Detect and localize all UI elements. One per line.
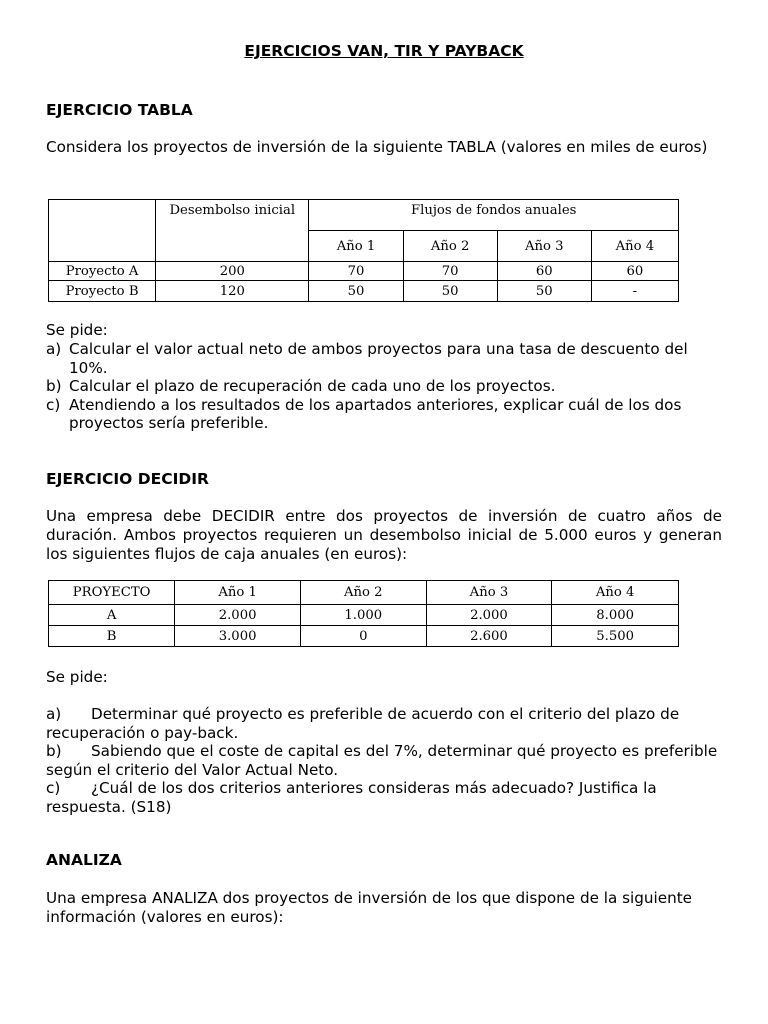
item-label: c) bbox=[46, 395, 61, 414]
item-text: ¿Cuál de los dos criterios anteriores consideras más adecuado? Justifica la respuesta. (S18) bbox=[46, 779, 657, 816]
item-text: Determinar qué proyecto es preferible de acuerdo con el criterio del plazo de recuperación o pay-back. bbox=[46, 705, 680, 742]
table-cell: 50 bbox=[403, 281, 497, 302]
table-cell: 2.000 bbox=[426, 605, 552, 626]
ex2-item-b bbox=[46, 742, 722, 779]
item-label: a) bbox=[46, 705, 62, 723]
ex2-heading: EJERCICIO DECIDIR bbox=[46, 470, 209, 488]
ex1-questions bbox=[46, 321, 722, 433]
table-cell: Proyecto A bbox=[49, 262, 156, 281]
table-cell: A bbox=[49, 605, 175, 626]
ex1-item-c bbox=[46, 396, 722, 433]
ex1-table-corner bbox=[49, 200, 156, 262]
item-text: Sabiendo que el coste de capital es del 7%, determinar qué proyecto es preferible según el criterio del Valor Actual Neto. bbox=[46, 742, 718, 779]
page-title: EJERCICIOS VAN, TIR Y PAYBACK bbox=[244, 42, 524, 60]
table-cell: 60 bbox=[591, 262, 678, 281]
ex2-item-c bbox=[46, 779, 722, 816]
table-row bbox=[49, 605, 679, 626]
table-cell: 60 bbox=[497, 262, 591, 281]
ex2-intro: Una empresa debe DECIDIR entre dos proyectos de inversión de cuatro años de duración. Ambos proyectos requieren un desembolso inicial de 5.000 euros y generan los siguientes flujos de caja anuales (en euros): bbox=[46, 507, 722, 563]
table-cell: 120 bbox=[156, 281, 309, 302]
ex1-ask: Se pide: bbox=[46, 321, 108, 339]
ex1-heading: EJERCICIO TABLA bbox=[46, 101, 193, 119]
table-cell: 1.000 bbox=[300, 605, 426, 626]
ex2-item-a bbox=[46, 705, 722, 742]
table-cell: 50 bbox=[497, 281, 591, 302]
table-cell: B bbox=[49, 626, 175, 647]
item-text: Calcular el valor actual neto de ambos proyectos para una tasa de descuento del 10%. bbox=[69, 340, 688, 377]
ex1-header-year: Año 1 bbox=[309, 231, 403, 262]
ex2-questions bbox=[46, 705, 722, 816]
ex3-heading: ANALIZA bbox=[46, 851, 122, 869]
item-label: a) bbox=[46, 340, 62, 358]
table-cell: 70 bbox=[403, 262, 497, 281]
ex1-header-year: Año 4 bbox=[591, 231, 678, 262]
ex2-ask: Se pide: bbox=[46, 668, 108, 686]
table-cell: 3.000 bbox=[175, 626, 301, 647]
item-label: b) bbox=[46, 742, 62, 760]
table-cell: 70 bbox=[309, 262, 403, 281]
table-cell: 5.500 bbox=[552, 626, 679, 647]
table-row bbox=[49, 281, 679, 302]
ex1-table bbox=[48, 199, 679, 302]
table-cell: 200 bbox=[156, 262, 309, 281]
ex2-header: Año 1 bbox=[175, 581, 301, 605]
table-row bbox=[49, 626, 679, 647]
table-cell: 8.000 bbox=[552, 605, 679, 626]
item-text: Calcular el plazo de recuperación de cada uno de los proyectos. bbox=[69, 377, 556, 395]
table-cell: 0 bbox=[300, 626, 426, 647]
ex1-header-year: Año 3 bbox=[497, 231, 591, 262]
ex1-header-flujos: Flujos de fondos anuales bbox=[309, 200, 679, 231]
item-label: c) bbox=[46, 779, 61, 797]
table-row bbox=[49, 262, 679, 281]
item-label: b) bbox=[46, 377, 62, 395]
ex1-intro: Considera los proyectos de inversión de la siguiente TABLA (valores en miles de euros) bbox=[46, 138, 708, 156]
table-cell: 2.000 bbox=[175, 605, 301, 626]
table-cell: 50 bbox=[309, 281, 403, 302]
ex2-table bbox=[48, 580, 679, 647]
table-cell: Proyecto B bbox=[49, 281, 156, 302]
ex2-header: Año 3 bbox=[426, 581, 552, 605]
ex2-header: Año 2 bbox=[300, 581, 426, 605]
ex1-header-year: Año 2 bbox=[403, 231, 497, 262]
ex1-item-a bbox=[46, 340, 722, 377]
ex1-item-b bbox=[46, 377, 722, 396]
ex1-header-desembolso: Desembolso inicial bbox=[156, 200, 309, 262]
table-cell: - bbox=[591, 281, 678, 302]
ex3-intro: Una empresa ANALIZA dos proyectos de inversión de los que dispone de la siguiente información (valores en euros): bbox=[46, 889, 693, 926]
item-text: Atendiendo a los resultados de los apartados anteriores, explicar cuál de los dos proyectos sería preferible. bbox=[69, 395, 682, 432]
ex2-header: Año 4 bbox=[552, 581, 679, 605]
table-cell: 2.600 bbox=[426, 626, 552, 647]
ex2-header: PROYECTO bbox=[49, 581, 175, 605]
